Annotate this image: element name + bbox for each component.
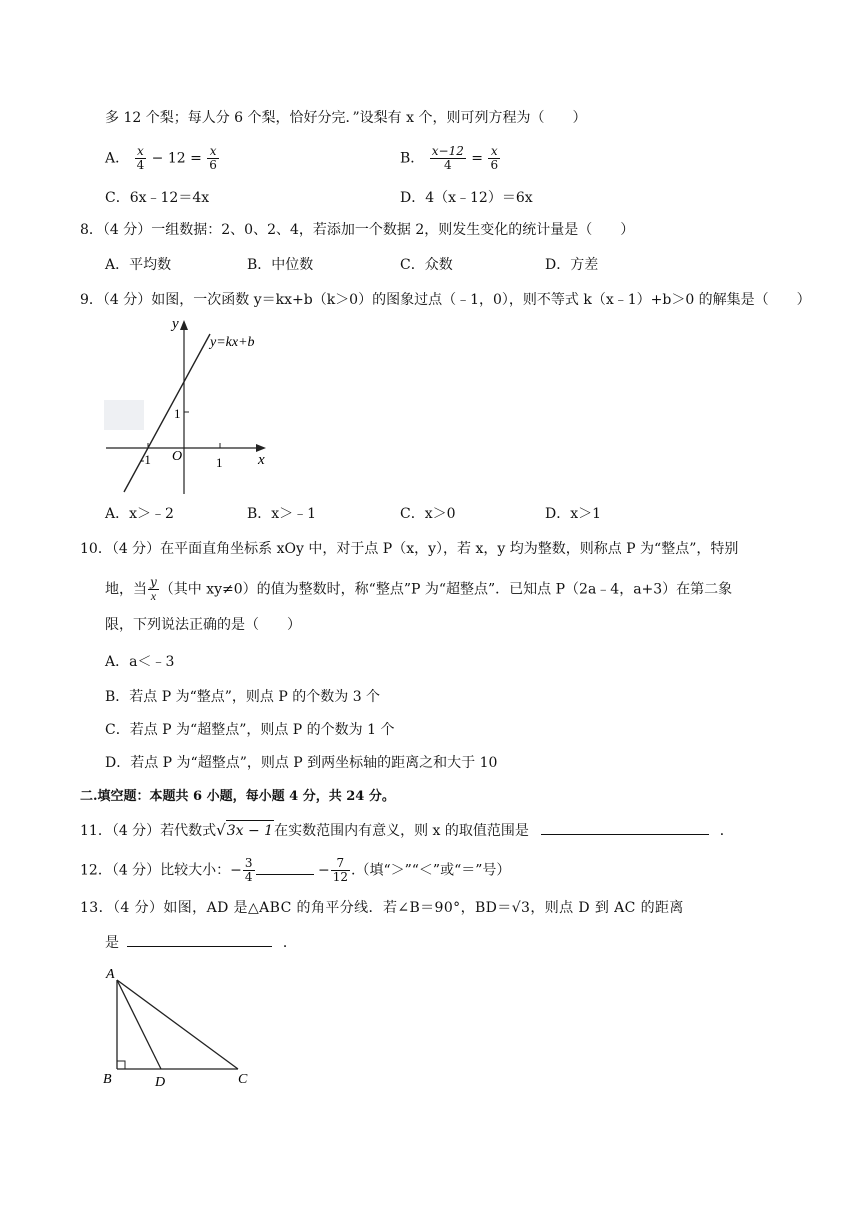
q9-tick-neg1-label: -1 [140,452,151,467]
q13-right-angle-mark [117,1061,125,1069]
q13-line2 [105,932,297,953]
q9-option-c: C．x＞0 [400,506,456,522]
q11-pre: 11．（4 分）若代数式 [80,823,217,839]
q11-end: ． [719,823,734,839]
q9-y-label: y [172,316,179,332]
q9-option-a: A．x＞﹣2 [105,506,174,522]
q12-pre: 12．（4 分）比较大小：− [80,862,242,879]
q8-option-b: B．中位数 [247,257,314,273]
q9-line-label: y=kx+b [210,335,255,350]
q13-end: ． [282,935,297,951]
q9-x-label: x [258,452,265,468]
q8-option-a: A．平均数 [105,257,172,273]
q7-option-c: C．6x﹣12＝4x [105,190,210,206]
section-2-heading: 二.填空题：本题共 6 小题，每小题 4 分，共 24 分。 [80,789,395,804]
q7-option-b-label: B． [400,150,425,167]
q13-label-a: A [106,967,115,982]
q13-figure [95,962,265,1092]
q9-tick-y1-label: 1 [174,406,181,421]
q9-option-b: B．x＞﹣1 [247,506,317,522]
q12-answer-blank[interactable] [256,860,314,875]
q9-origin-label: O [172,449,183,464]
q8-stem: 8．（4 分）一组数据：2、0、2、4，若添加一个数据 2，则发生变化的统计量是（ ） [80,222,635,238]
q11-stem: 11．（4 分）若代数式√3x − 1在实数范围内有意义，则 x 的取值范围是 ． [80,821,734,839]
q9-option-d: D．x＞1 [545,506,602,522]
q12-mid: − [318,862,330,879]
q7-option-a: A． $\frac{x}{4}$ − 12 = $\frac{x}{6}$ [105,144,217,172]
q10-option-a: A．a＜﹣3 [105,654,175,670]
q8-option-c: C．众数 [400,257,453,273]
q9-graph-shade [104,400,144,430]
q10-option-b: B．若点 P 为“整点”，则点 P 的个数为 3 个 [105,689,381,705]
q13-label-c: C [238,1072,248,1087]
q9-stem: 9．（4 分）如图，一次函数 y＝kx+b（k＞0）的图象过点（﹣1，0），则不等式 k（x﹣1）+b＞0 的解集是（ ） [80,292,811,308]
q7-stem-tail: 多 12 个梨；每人分 6 个梨，恰好分完．”设梨有 x 个，则可列方程为（ ） [105,110,587,126]
q7-option-a-label: A． [105,150,130,167]
q10-line1: 10．（4 分）在平面直角坐标系 xOy 中，对于点 P（x，y），若 x，y 均为整数，则称点 P 为“整点”，特别 [80,541,739,557]
q8-option-d: D．方差 [545,257,599,273]
q12-post: .（填“＞”“＜”或“＝”号） [351,862,511,879]
q10-option-d: D．若点 P 为“超整点”，则点 P 到两坐标轴的距离之和大于 10 [105,755,498,771]
q10-line2-post: （其中 xy≠0）的值为整数时，称“整点”P 为“超整点”．已知点 P（2a﹣4，a+3）在第二象 [159,581,733,598]
q13-line1: 13．（4 分）如图，AD 是△ABC 的角平分线．若∠B＝90°，BD＝√3，则点 D 到 AC 的距离 [80,900,684,916]
q7-option-d: D．4（x﹣12）＝6x [400,190,533,206]
q7-option-b: B． $\frac{x-12}{4}$ = $\frac{x}{6}$ [400,144,499,172]
q10-option-c: C．若点 P 为“超整点”，则点 P 的个数为 1 个 [105,722,395,738]
q13-answer-blank[interactable] [127,932,272,947]
q12-stem: 12．（4 分）比较大小：− $\frac{3}{4}$ − $\frac{7}{12}$ .（填“＞”“＜”或“＝”号） [80,856,511,884]
q13-label-b: B [103,1072,112,1087]
q11-answer-blank[interactable] [541,820,709,835]
q10-line2: 地，当 $\frac{y}{x}$ （其中 xy≠0）的值为整数时，称“整点”P 为“超整点”．已知点 P（2a﹣4，a+3）在第二象 [105,575,733,603]
q10-line3: 限，下列说法正确的是（ ） [105,617,301,633]
q13-bisector-ad [117,980,161,1069]
q13-label-d: D [155,1075,166,1090]
q13-line2-text: 是 [105,935,119,951]
q9-graph [100,312,275,497]
q11-post: 在实数范围内有意义，则 x 的取值范围是 [274,823,529,839]
q10-line2-pre: 地，当 [105,581,147,598]
q11-radicand: 3x − 1 [226,820,274,841]
q13-side-ac [117,980,238,1069]
q9-tick-1-label: 1 [216,455,223,470]
